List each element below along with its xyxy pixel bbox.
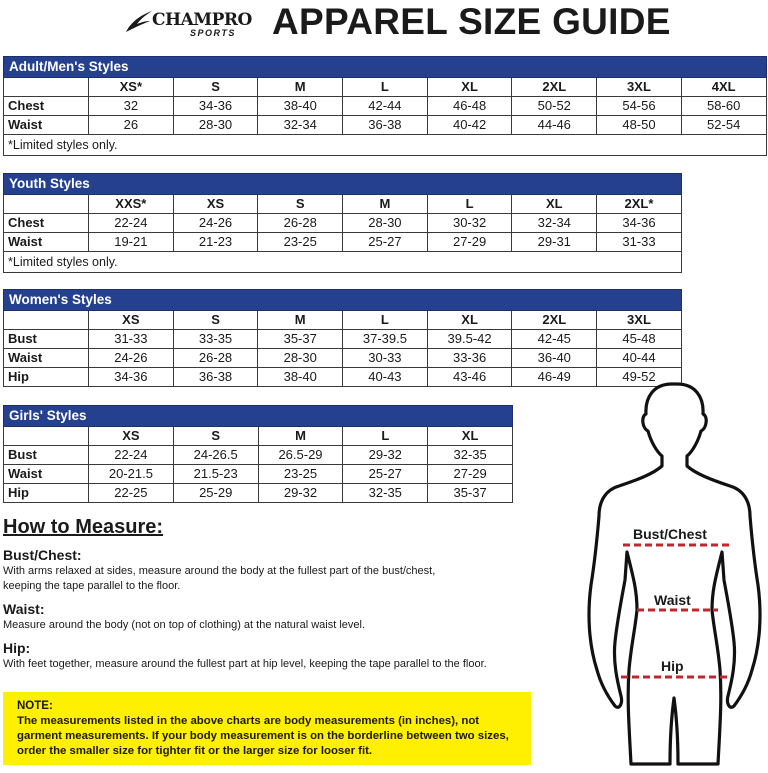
cell: 22-24 [89,446,174,465]
cell: 25-29 [173,484,258,503]
table-title: Adult/Men's Styles [4,57,767,78]
measure-text-line: keeping the tape parallel to the floor. [3,580,181,592]
cell: 44-46 [512,116,597,135]
row-label: Bust [4,446,89,465]
size-header: 3XL [597,78,682,97]
table-row [4,233,682,252]
size-header: L [343,78,428,97]
cell: 26-28 [173,349,258,368]
cell: 21.5-23 [173,465,258,484]
cell: 58-60 [681,97,766,116]
cell: 24-26.5 [173,446,258,465]
cell: 38-40 [258,368,343,387]
cell: 42-45 [512,330,597,349]
cell: 36-38 [173,368,258,387]
size-header-row [4,78,767,97]
row-label: Hip [4,484,89,503]
figure-label-hip: Hip [661,658,684,674]
cell: 52-54 [681,116,766,135]
cell: 33-35 [173,330,258,349]
size-header: S [173,427,258,446]
cell: 30-33 [343,349,428,368]
champro-logo [124,6,260,40]
size-header: XL [427,311,512,330]
table-row [4,97,767,116]
cell: 34-36 [173,97,258,116]
table-title: Youth Styles [4,174,682,195]
size-header: 3XL [597,311,682,330]
row-label: Waist [4,349,89,368]
measure-text-chest [3,564,563,594]
cell: 32-34 [258,116,343,135]
cell: 21-23 [173,233,258,252]
measure-text-line: With arms relaxed at sides, measure around the body at the fullest part of the bust/chest, [3,565,436,577]
section-title: How to Measure: [3,516,164,538]
size-header: M [258,78,343,97]
figure-label-waist: Waist [654,592,691,608]
cell: 35-37 [428,484,513,503]
girls-size-table [3,405,513,503]
measure-heading-waist: Waist: [3,601,45,617]
adult-size-table [3,56,767,156]
measure-text-waist: Measure around the body (not on top of clothing) at the natural waist level. [3,619,365,631]
table-row [4,116,767,135]
measure-heading-hip: Hip: [3,640,31,656]
brand-sub: SPORTS [190,28,236,38]
size-header: M [258,311,343,330]
cell: 37-39.5 [343,330,428,349]
cell: 24-26 [173,214,258,233]
cell: 54-56 [597,97,682,116]
size-header: 2XL [512,78,597,97]
note-box [3,692,531,765]
cell: 29-32 [258,484,343,503]
body-outline-icon [575,380,768,768]
cell: 34-36 [89,368,174,387]
cell: 28-30 [173,116,258,135]
cell: 23-25 [258,233,343,252]
cell: 40-43 [343,368,428,387]
cell: 46-49 [512,368,597,387]
note-label: NOTE: [17,700,53,712]
brand-name: CHAMPRO [152,10,252,30]
cell: 22-24 [89,214,174,233]
note-text: The measurements listed in the above charts are body measurements (in inches), not garment measurements. If your body measurement is on the borderline between two sizes, order the smaller size for tighter fit or the larger size for looser fit. [17,715,509,757]
cell: 28-30 [343,214,428,233]
size-header: XL [428,427,513,446]
cell: 36-38 [343,116,428,135]
size-header: XL [512,195,597,214]
cell: 32-35 [343,484,428,503]
cell: 26.5-29 [258,446,343,465]
size-header: M [258,427,343,446]
cell: 42-44 [343,97,428,116]
cell: 24-26 [89,349,174,368]
women-size-table [3,289,682,387]
row-label: Waist [4,465,89,484]
cell: 48-50 [597,116,682,135]
cell: 35-37 [258,330,343,349]
size-header: 2XL* [597,195,682,214]
size-header-row [4,427,513,446]
cell: 36-40 [512,349,597,368]
cell: 26-28 [258,214,343,233]
cell: 29-32 [343,446,428,465]
cell: 29-31 [512,233,597,252]
table-row [4,446,513,465]
size-header: XS [89,427,174,446]
size-header: XXS* [89,195,174,214]
cell: 27-29 [427,233,512,252]
table-row [4,465,513,484]
cell: 23-25 [258,465,343,484]
size-header: S [173,78,258,97]
measure-text-hip: With feet together, measure around the fullest part at hip level, keeping the tape parallel to the floor. [3,658,487,670]
size-header: M [343,195,428,214]
cell: 25-27 [343,465,428,484]
cell: 38-40 [258,97,343,116]
cell: 45-48 [597,330,682,349]
youth-size-table [3,173,682,273]
row-label: Chest [4,97,89,116]
size-header: 4XL [681,78,766,97]
measure-heading-chest: Bust/Chest: [3,547,82,563]
table-row [4,484,513,503]
page-title: APPAREL SIZE GUIDE [272,1,671,42]
cell: 49-52 [597,368,682,387]
size-header: L [427,195,512,214]
row-label: Chest [4,214,89,233]
cell: 32 [89,97,174,116]
swoosh-icon [124,10,154,34]
table-title: Women's Styles [4,290,682,311]
size-header: XS* [89,78,174,97]
table-row [4,214,682,233]
figure-label-chest: Bust/Chest [633,526,707,542]
table-row [4,330,682,349]
cell: 32-34 [512,214,597,233]
cell: 50-52 [512,97,597,116]
row-label: Hip [4,368,89,387]
size-header: XS [173,195,258,214]
table-footnote: *Limited styles only. [4,252,682,273]
empty-header-cell [4,427,89,446]
cell: 19-21 [89,233,174,252]
size-header-row [4,311,682,330]
body-measurement-figure [575,380,768,768]
page-header [0,0,768,48]
cell: 28-30 [258,349,343,368]
size-header: 2XL [512,311,597,330]
cell: 30-32 [427,214,512,233]
size-header: L [343,427,428,446]
size-header: S [173,311,258,330]
cell: 25-27 [343,233,428,252]
table-row [4,349,682,368]
size-header: XS [89,311,174,330]
empty-header-cell [4,78,89,97]
cell: 27-29 [428,465,513,484]
cell: 32-35 [428,446,513,465]
cell: 34-36 [597,214,682,233]
cell: 43-46 [427,368,512,387]
cell: 33-36 [427,349,512,368]
cell: 26 [89,116,174,135]
cell: 20-21.5 [89,465,174,484]
table-footnote: *Limited styles only. [4,135,767,156]
row-label: Waist [4,116,89,135]
cell: 40-42 [427,116,512,135]
cell: 22-25 [89,484,174,503]
how-to-measure-section [3,516,563,679]
cell: 40-44 [597,349,682,368]
table-title: Girls' Styles [4,406,513,427]
size-header: XL [427,78,512,97]
row-label: Waist [4,233,89,252]
cell: 31-33 [89,330,174,349]
size-header-row [4,195,682,214]
cell: 46-48 [427,97,512,116]
size-header: L [343,311,428,330]
row-label: Bust [4,330,89,349]
size-header: S [258,195,343,214]
empty-header-cell [4,311,89,330]
empty-header-cell [4,195,89,214]
cell: 31-33 [597,233,682,252]
cell: 39.5-42 [427,330,512,349]
